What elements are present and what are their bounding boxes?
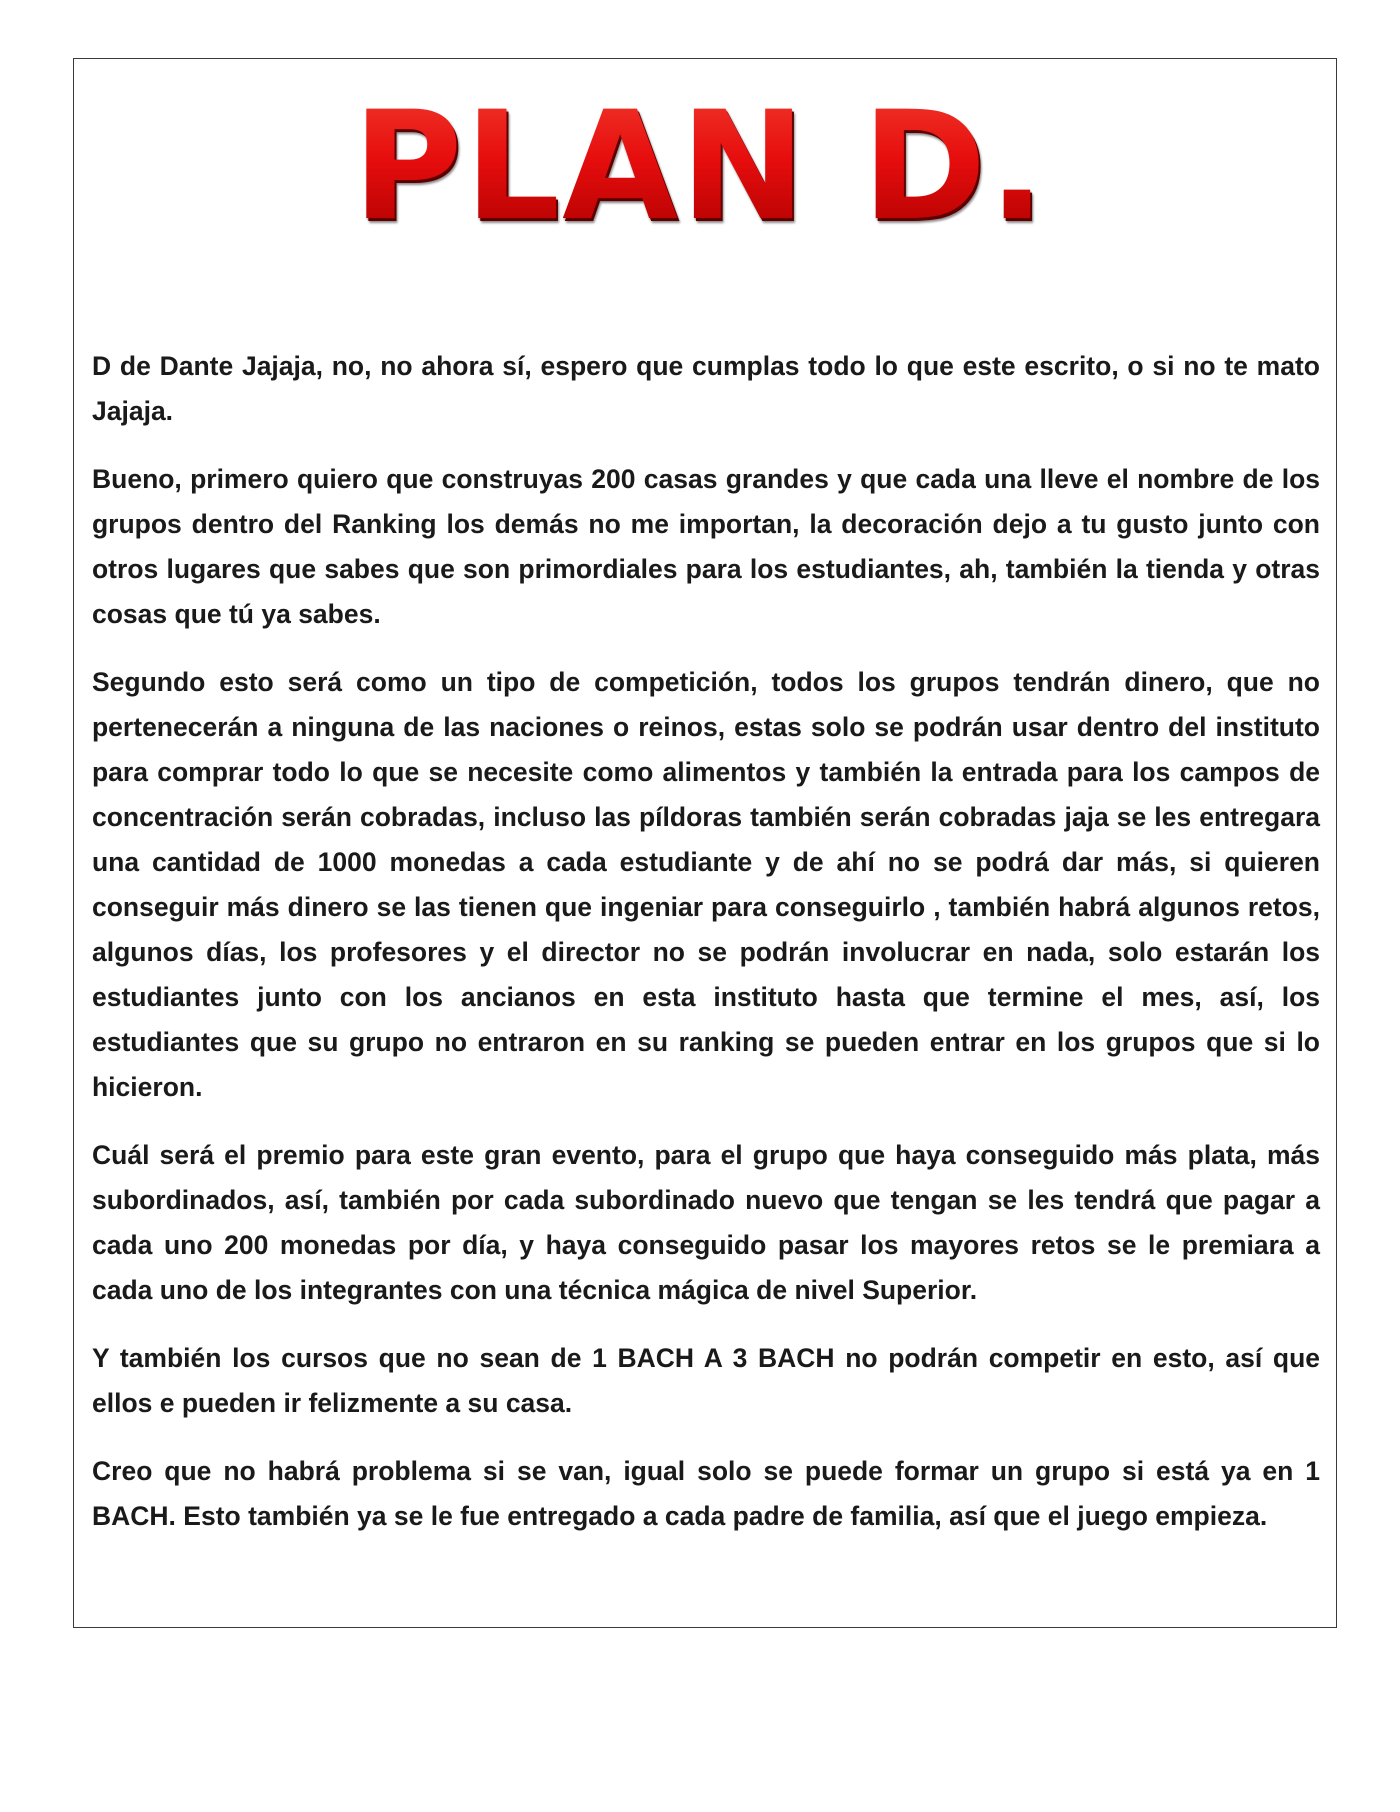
paragraph-intro: D de Dante Jajaja, no, no ahora sí, espero que cumplas todo lo que este escrito, o si no te mato Jajaja. <box>92 351 1320 426</box>
document-title: PLAN D. <box>0 92 1400 242</box>
document-body <box>92 344 1320 1562</box>
paragraph-houses: Bueno, primero quiero que construyas 200 casas grandes y que cada una lleve el nombre de los grupos dentro del Ranking los demás no me importan, la decoración dejo a tu gusto junto con otros lugares que sabes que son primordiales para los estudiantes, ah, también la tienda y otras cosas que tú ya sabes. <box>92 464 1320 629</box>
paragraph-closing: Creo que no habrá problema si se van, igual solo se puede formar un grupo si está ya en 1 BACH. Esto también ya se le fue entregado a cada padre de familia, así que el juego empieza. <box>92 1456 1320 1531</box>
paragraph-competition: Segundo esto será como un tipo de competición, todos los grupos tendrán dinero, que no pertenecerán a ninguna de las naciones o reinos, estas solo se podrán usar dentro del instituto para comprar todo lo que se necesite como alimentos y también la entrada para los campos de concentración serán cobradas, incluso las píldoras también serán cobradas jaja se les entregara una cantidad de 1000 monedas a cada estudiante y de ahí no se podrá dar más, si quieren conseguir más dinero se las tienen que ingeniar para conseguirlo , también habrá algunos retos, algunos días, los profesores y el director no se podrán involucrar en nada, solo estarán los estudiantes junto con los ancianos en esta instituto hasta que termine el mes, así, los estudiantes que su grupo no entraron en su ranking se pueden entrar en los grupos que si lo hicieron. <box>92 667 1320 1102</box>
paragraph-prize: Cuál será el premio para este gran evento, para el grupo que haya conseguido más plata, más subordinados, así, también por cada subordinado nuevo que tengan se les tendrá que pagar a cada uno 200 monedas por día, y haya conseguido pasar los mayores retos se le premiara a cada uno de los integrantes con una técnica mágica de nivel Superior. <box>92 1140 1320 1305</box>
paragraph-courses: Y también los cursos que no sean de 1 BACH A 3 BACH no podrán competir en esto, así que ellos e pueden ir felizmente a su casa. <box>92 1343 1320 1418</box>
